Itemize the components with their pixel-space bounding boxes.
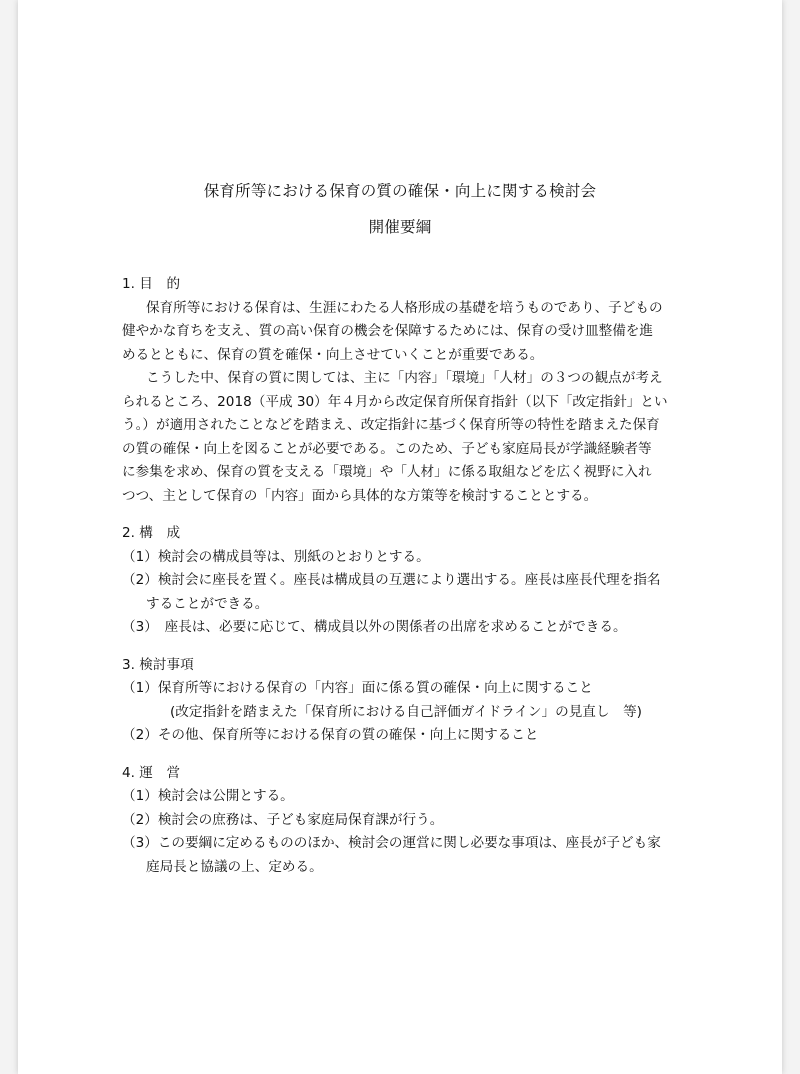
paragraph-line: られるところ、2018（平成 30）年４月から改定保育所保育指針（以下「改定指針」とい [122, 393, 668, 410]
list-item: （2）検討会に座長を置く。座長は構成員の互選により選出する。座長は座長代理を指名 [122, 572, 661, 588]
list-item-continuation: 庭局長と協議の上、定める。 [146, 858, 323, 875]
document-page [18, 0, 782, 1074]
list-item: （2）検討会の庶務は、子ども家庭局保育課が行う。 [122, 811, 444, 828]
list-item: （1）検討会は公開とする。 [122, 788, 294, 804]
list-item: （2）その他、保育所等における保育の質の確保・向上に関すること [122, 727, 539, 743]
section-heading-purpose: 1. 目 的 [122, 276, 181, 292]
document-body [122, 273, 722, 879]
paragraph-line: の質の確保・向上を図ることが必要である。このため、子ども家庭局長が学識経験者等 [122, 440, 652, 457]
document-title: 保育所等における保育の質の確保・向上に関する検討会 [203, 182, 597, 200]
section-heading-operation: 4. 運 営 [122, 764, 181, 781]
list-item: （3） 座長は、必要に応じて、構成員以外の関係者の出席を求めることができる。 [122, 619, 627, 635]
document-subtitle: 開催要綱 [368, 218, 432, 236]
paragraph-line: めるとともに、保育の質を確保・向上させていくことが重要である。 [122, 346, 544, 363]
list-item-note: (改定指針を踏まえた「保育所における自己評価ガイドライン」の見直し 等) [170, 703, 642, 720]
list-item-continuation: することができる。 [146, 595, 269, 612]
paragraph-line: 保育所等における保育は、生涯にわたる人格形成の基礎を培うものであり、子どもの [146, 299, 663, 316]
section-heading-topics: 3. 検討事項 [122, 656, 194, 673]
section-gap [122, 508, 722, 522]
paragraph-line: こうした中、保育の質に関しては、主に「内容」「環境」「人材」の３つの観点が考え [146, 370, 663, 386]
paragraph-line: 健やかな育ちを支え、質の高い保育の機会を保障するためには、保育の受け皿整備を進 [122, 323, 653, 339]
paragraph-line: に参集を求め、保育の質を支える「環境」や「人材」に係る取組などを広く視野に入れ [122, 464, 652, 480]
list-item: （3）この要綱に定めるもののほか、検討会の運営に関し必要な事項は、座長が子ども家 [122, 835, 661, 851]
paragraph-line: つつ、主として保育の「内容」面から具体的な方策等を検討することとする。 [122, 487, 598, 504]
section-gap [122, 748, 722, 762]
section-gap [122, 640, 722, 654]
list-item: （1）検討会の構成員等は、別紙のとおりとする。 [122, 548, 430, 565]
list-item: （1）保育所等における保育の「内容」面に係る質の確保・向上に関すること [122, 680, 593, 696]
section-heading-composition: 2. 構 成 [122, 525, 181, 541]
paragraph-line: う。）が適用されたことなどを踏まえ、改定指針に基づく保育所等の特性を踏まえた保育 [122, 417, 660, 433]
